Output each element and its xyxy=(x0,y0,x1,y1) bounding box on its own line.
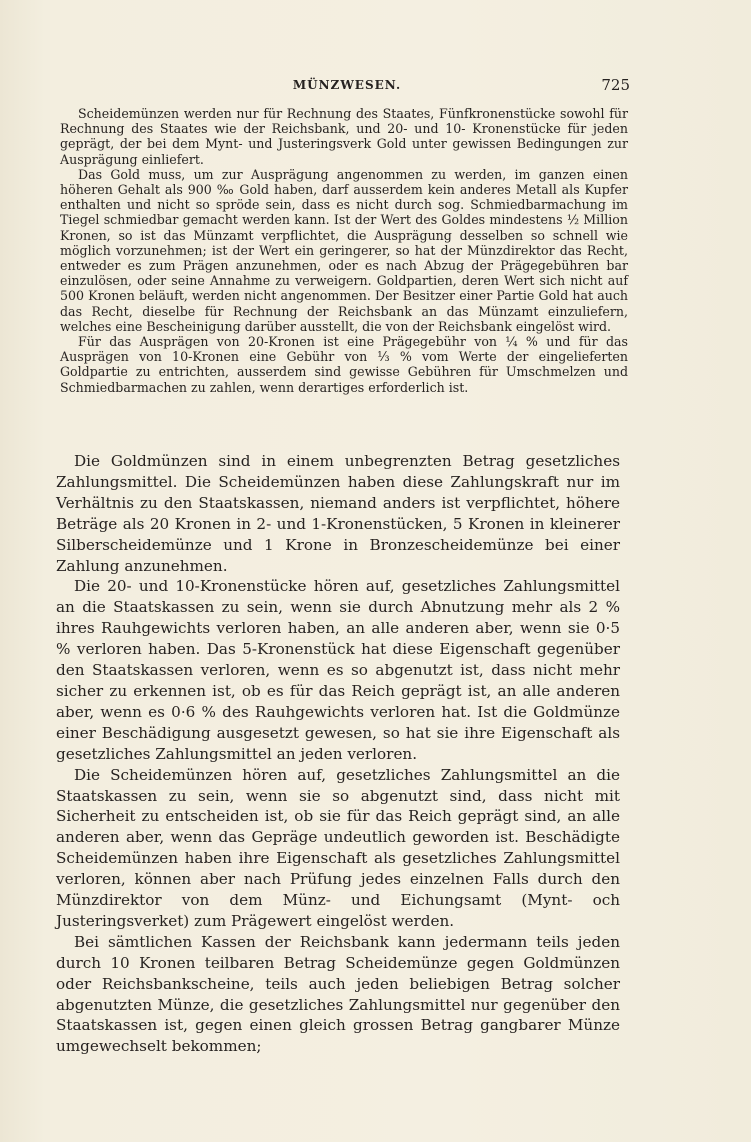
main-text-section xyxy=(56,451,620,1057)
main-paragraph: Die Scheidemünzen hören auf, gesetzliches Zahlungsmittel an die Staatskassen zu sein, wenn sie so abgenutzt sind, dass nicht mit Sicherheit zu entscheiden ist, ob sie für das Reich geprägt sind, an alle anderen aber, wenn das Gepräge undeutlich geworden ist. Beschädigte Scheidemünzen haben ihre Eigenschaft als gesetzliches Zahlungsmittel verloren, können aber nach Prüfung jedes einzelnen Falls durch den Münzdirektor von dem Münz- und Eichungsamt (Mynt- och Justeringsverket) zum Prägewert eingelöst werden. xyxy=(56,765,620,930)
small-paragraph: Das Gold muss, um zur Ausprägung angenommen zu werden, im ganzen einen höheren Gehalt als 900 ‰ Gold haben, darf ausserdem kein anderes Metall als Kupfer enthalten und nicht so spröde sein, dass es nicht durch sog. Schmiedbarmachung im Tiegel schmiedbar gemacht werden kann. Ist der Wert des Goldes mindestens ½ Million Kronen, so ist das Münzamt verpflichtet, die Ausprägung desselben so schnell wie möglich vorzunehmen; ist der Wert ein geringerer, so hat der Münzdirektor das Recht, entweder es zum Prägen anzunehmen, oder es nach Abzug der Prägegebühren bar einzulösen, oder seine Annahme zu verweigern. Goldpartien, deren Wert sich nicht auf 500 Kronen beläuft, werden nicht angenommen. Der Besitzer einer Partie Gold hat auch das Recht, dieselbe für Rechnung der Reichsbank an das Münzamt einzuliefern, welches eine Bescheinigung darüber ausstellt, die von der Reichsbank eingelöst wird. xyxy=(60,166,628,334)
main-paragraph: Die Goldmünzen sind in einem unbegrenzten Betrag gesetzliches Zahlungsmittel. Die Scheidemünzen haben diese Zahlungskraft nur im Verhältnis zu den Staatskassen, niemand anders ist verpflichtet, höhere Beträge als 20 Kronen in 2- und 1-Kronenstücken, 5 Kronen in kleinerer Silberscheidemünze und 1 Krone in Bronzescheidemünze bei einer Zahlung anzunehmen. xyxy=(56,452,620,575)
small-paragraph: Für das Ausprägen von 20-Kronen ist eine Prägegebühr von ¼ % und für das Ausprägen von 10-Kronen eine Gebühr von ⅓ % vom Werte der eingelieferten Goldpartie zu entrichten, ausserdem sind gewisse Gebühren für Umschmelzen und Schmiedbarmachen zu zahlen, wenn derartiges erforderlich ist. xyxy=(60,334,628,395)
page-number: 725 xyxy=(601,76,630,94)
running-title: MÜNZWESEN. xyxy=(292,78,402,92)
small-paragraph: Scheidemünzen werden nur für Rechnung des Staates, Fünfkronenstücke sowohl für Rechnung des Staates wie der Reichsbank, und 20- und 10- Kronenstücke für jeden geprägt, der bei dem Mynt- und Justeringsverk Gold unter gewissen Bedingungen zur Ausprägung einliefert. xyxy=(60,106,628,167)
page-header xyxy=(64,76,630,98)
main-paragraph: Bei sämtlichen Kassen der Reichsbank kann jedermann teils jeden durch 10 Kronen teilbaren Betrag Scheidemünze gegen Goldmünzen oder Reichsbankscheine, teils auch jeden beliebigen Betrag solcher abgenutzten Münze, die gesetzliches Zahlungsmittel nur gegenüber den Staatskassen ist, gegen einen gleich grossen Betrag gangbarer Münze umgewechselt bekommen; xyxy=(56,932,620,1056)
main-paragraph: Die 20- und 10-Kronenstücke hören auf, gesetzliches Zahlungsmittel an die Staatskassen zu sein, wenn sie durch Abnutzung mehr als 2 % ihres Rauhgewichts verloren haben, an alle anderen aber, wenn sie 0·5 % verloren haben. Das 5-Kronenstück hat diese Eigenschaft gegenüber den Staatskassen verloren, wenn es so abgenutzt ist, dass nicht mehr sicher zu erkennen ist, ob es für das Reich geprägt ist, an alle anderen aber, wenn es 0·6 % des Rauhgewichts verloren hat. Ist die Goldmünze einer Beschädigung ausgesetzt gewesen, so hat sie ihre Eigenschaft als gesetzliches Zahlungsmittel an jeden verloren. xyxy=(56,577,620,763)
small-print-section xyxy=(60,106,628,395)
